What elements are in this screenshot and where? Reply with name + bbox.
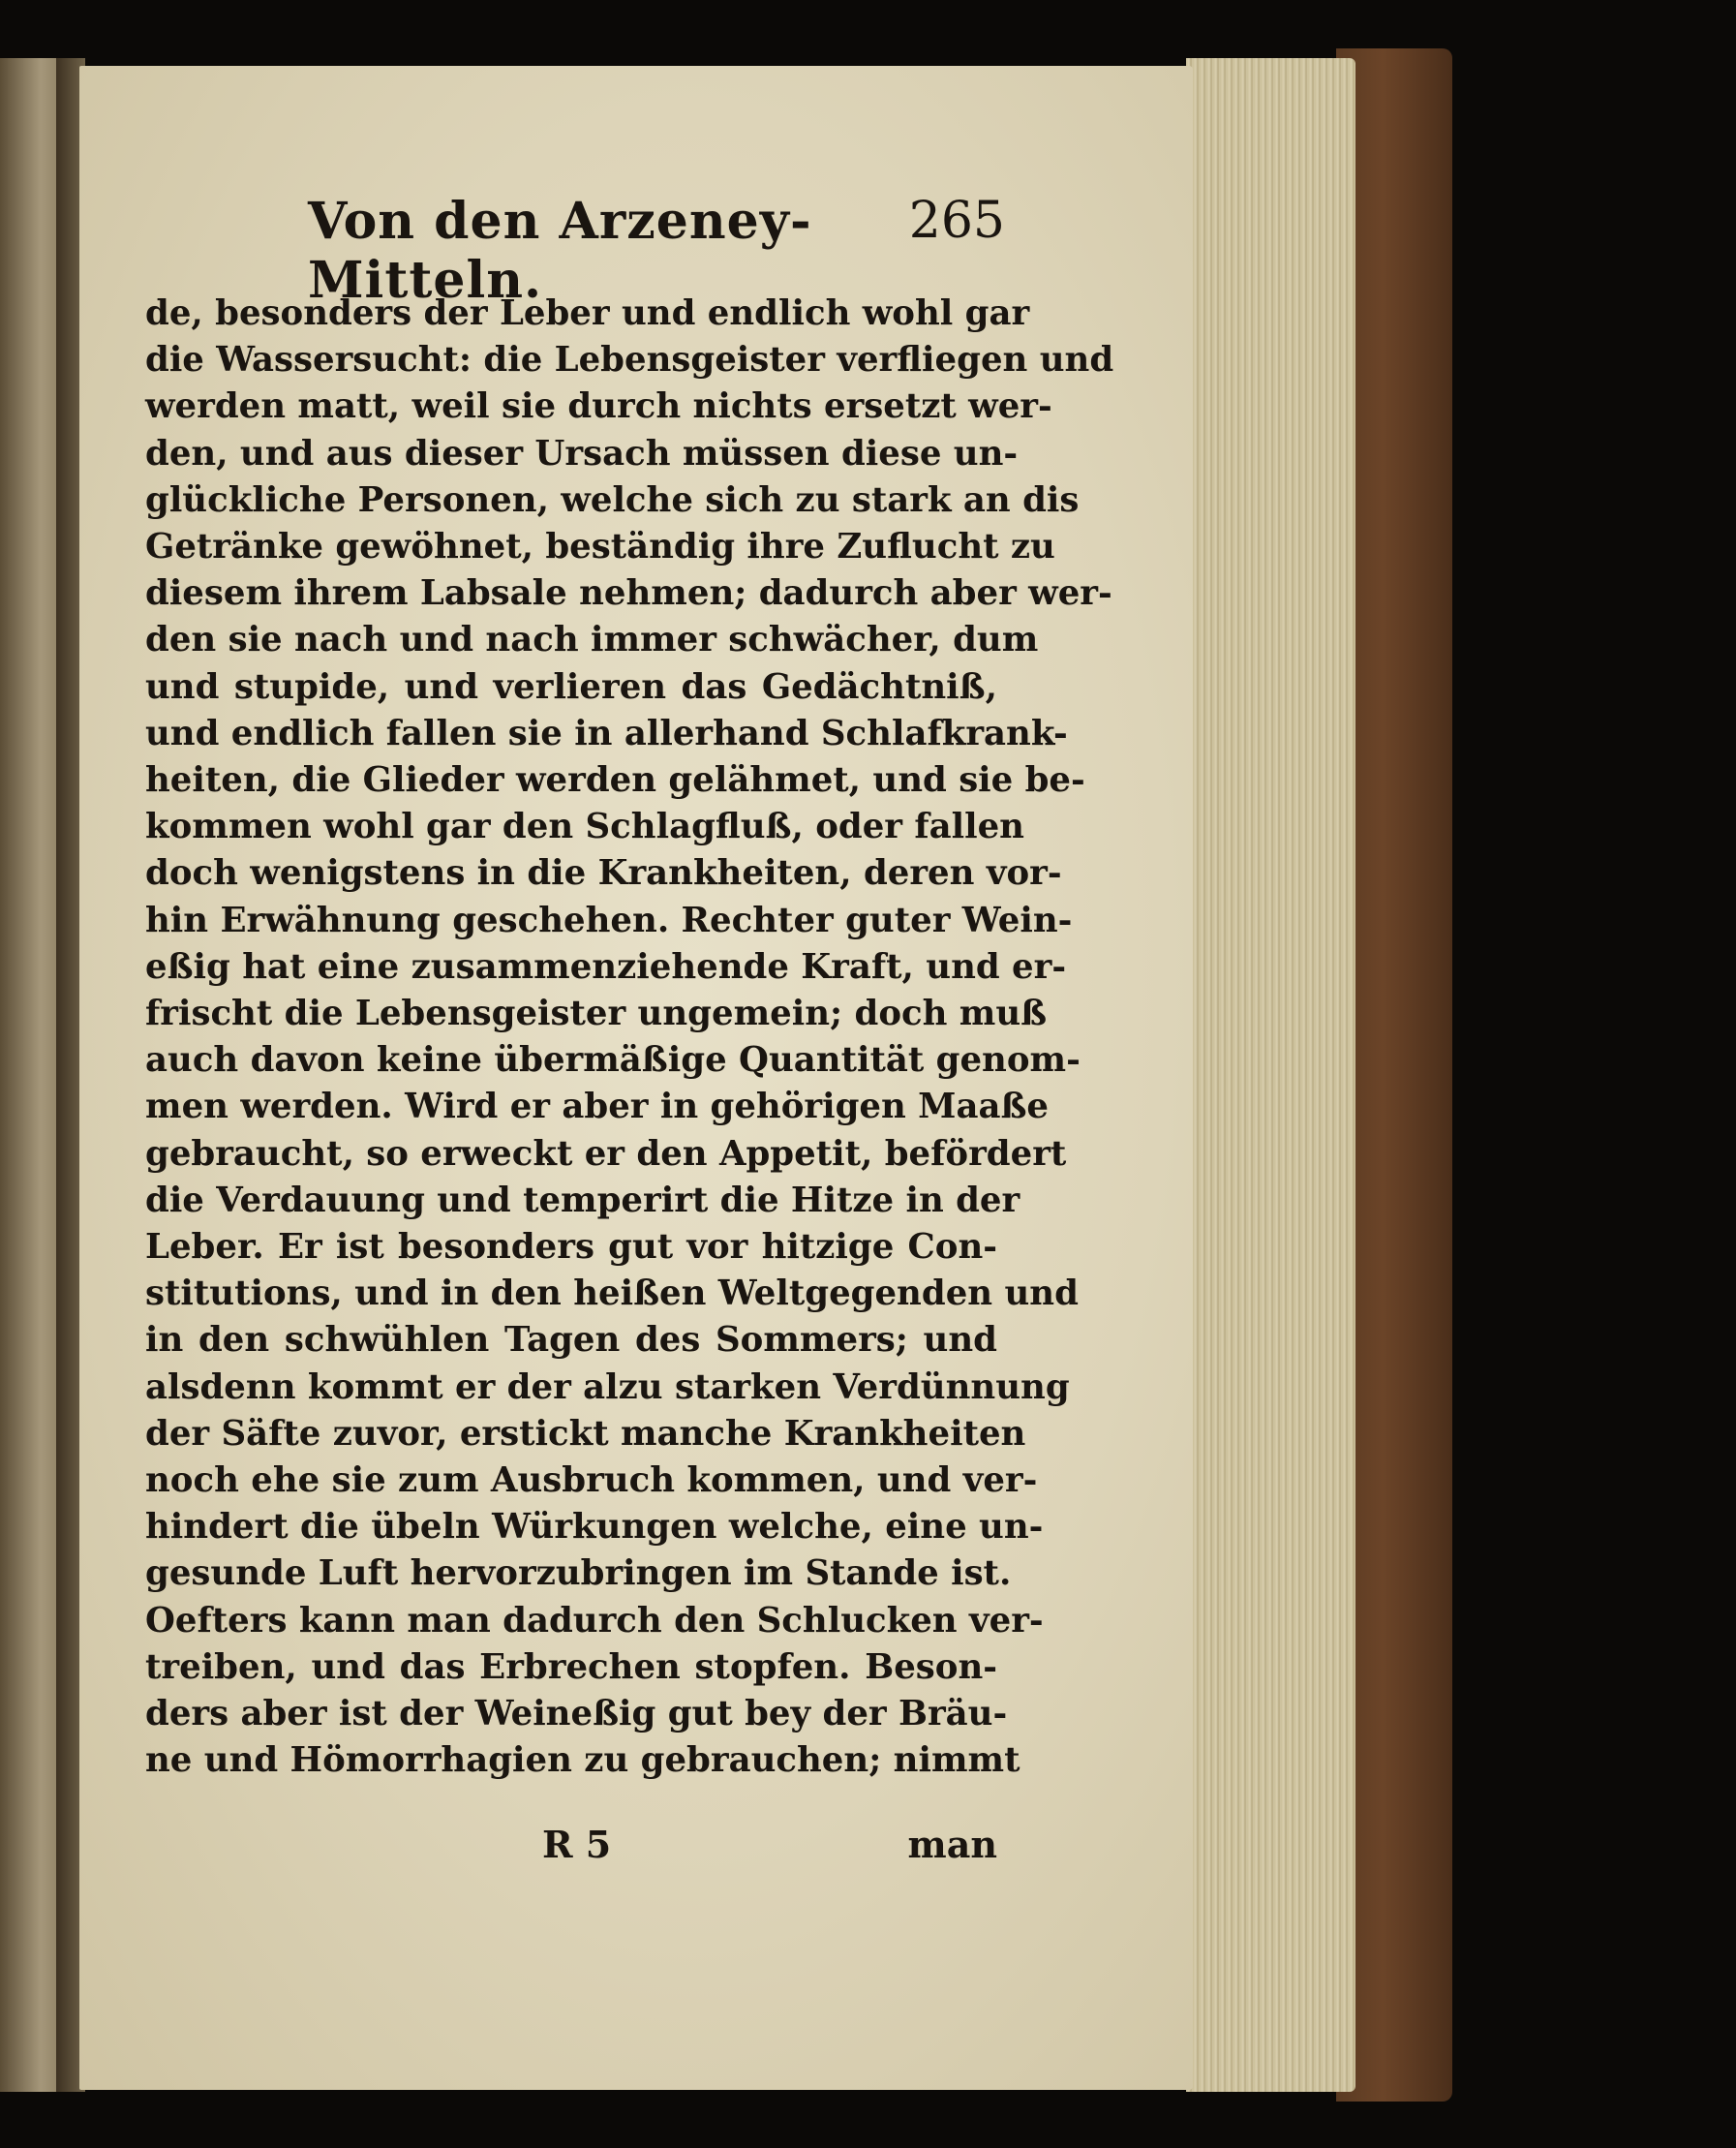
text-line: in den schwühlen Tagen des Sommers; und <box>145 1320 997 1361</box>
page-header <box>308 182 1005 310</box>
text-line: glückliche Personen, welche sich zu stark an dis <box>145 479 1080 520</box>
page-number: 265 <box>908 192 1005 250</box>
catchword: man <box>907 1823 997 1866</box>
text-line: hin Erwähnung geschehen. Rechter guter Wein- <box>145 900 1073 940</box>
text-line: doch wenigstens in die Krankheiten, deren vor- <box>145 853 1062 894</box>
text-line: ders aber ist der Weineßig gut bey der Bräu- <box>145 1694 1008 1734</box>
text-line: de, besonders der Leber und endlich wohl gar <box>145 293 1030 333</box>
text-line: die Wassersucht: die Lebensgeister verfliegen und <box>145 340 1114 381</box>
text-line: gebraucht, so erweckt er den Appetit, befördert <box>145 1133 1067 1174</box>
text-line: auch davon keine übermäßige Quantität genom- <box>145 1040 1081 1081</box>
text-line: men werden. Wird er aber in gehörigen Maaße <box>145 1087 1050 1127</box>
text-line: Getränke gewöhnet, beständig ihre Zuflucht zu <box>145 527 1055 568</box>
body-text <box>145 291 1114 1785</box>
text-line: stitutions, und in den heißen Weltgegenden und <box>145 1273 1079 1314</box>
text-line: eßig hat eine zusammenziehende Kraft, und er- <box>145 946 1067 987</box>
text-line: gesunde Luft hervorzubringen im Stande ist. <box>145 1553 1012 1594</box>
text-line: und endlich fallen sie in allerhand Schlafkrank- <box>145 713 1068 753</box>
text-line: die Verdauung und temperirt die Hitze in der <box>145 1180 1020 1220</box>
text-line: diesem ihrem Labsale nehmen; dadurch aber wer- <box>145 573 1112 614</box>
text-line: und stupide, und verlieren das Gedächtniß, <box>145 666 997 707</box>
text-line: Oefters kann man dadurch den Schlucken ver- <box>145 1600 1044 1641</box>
text-line: noch ehe sie zum Ausbruch kommen, und ver- <box>145 1460 1038 1501</box>
text-line: kommen wohl gar den Schlagfluß, oder fallen <box>145 807 1024 847</box>
page-edges <box>1186 58 1355 2092</box>
running-title: Von den Arzeney-Mitteln. <box>308 192 812 310</box>
text-line: der Säfte zuvor, erstickt manche Krankheiten <box>145 1413 1026 1454</box>
text-line: den sie nach und nach immer schwächer, dum <box>145 620 1039 660</box>
text-line: alsdenn kommt er der alzu starken Verdünnung <box>145 1366 1070 1407</box>
text-line: den, und aus dieser Ursach müssen diese un- <box>145 433 1019 474</box>
page-footer <box>542 1823 997 1881</box>
text-line: heiten, die Glieder werden gelähmet, und sie be- <box>145 760 1085 801</box>
text-line: werden matt, weil sie durch nichts ersetzt wer- <box>145 386 1052 427</box>
text-line: hindert die übeln Würkungen welche, eine un- <box>145 1507 1044 1548</box>
text-line: frischt die Lebensgeister ungemein; doch muß <box>145 994 1048 1034</box>
text-line: ne und Hömorrhagien zu gebrauchen; nimmt <box>145 1740 1020 1781</box>
signature-mark: R 5 <box>542 1823 612 1866</box>
text-line: Leber. Er ist besonders gut vor hitzige Con- <box>145 1227 997 1268</box>
text-line: treiben, und das Erbrechen stopfen. Beson- <box>145 1646 997 1687</box>
